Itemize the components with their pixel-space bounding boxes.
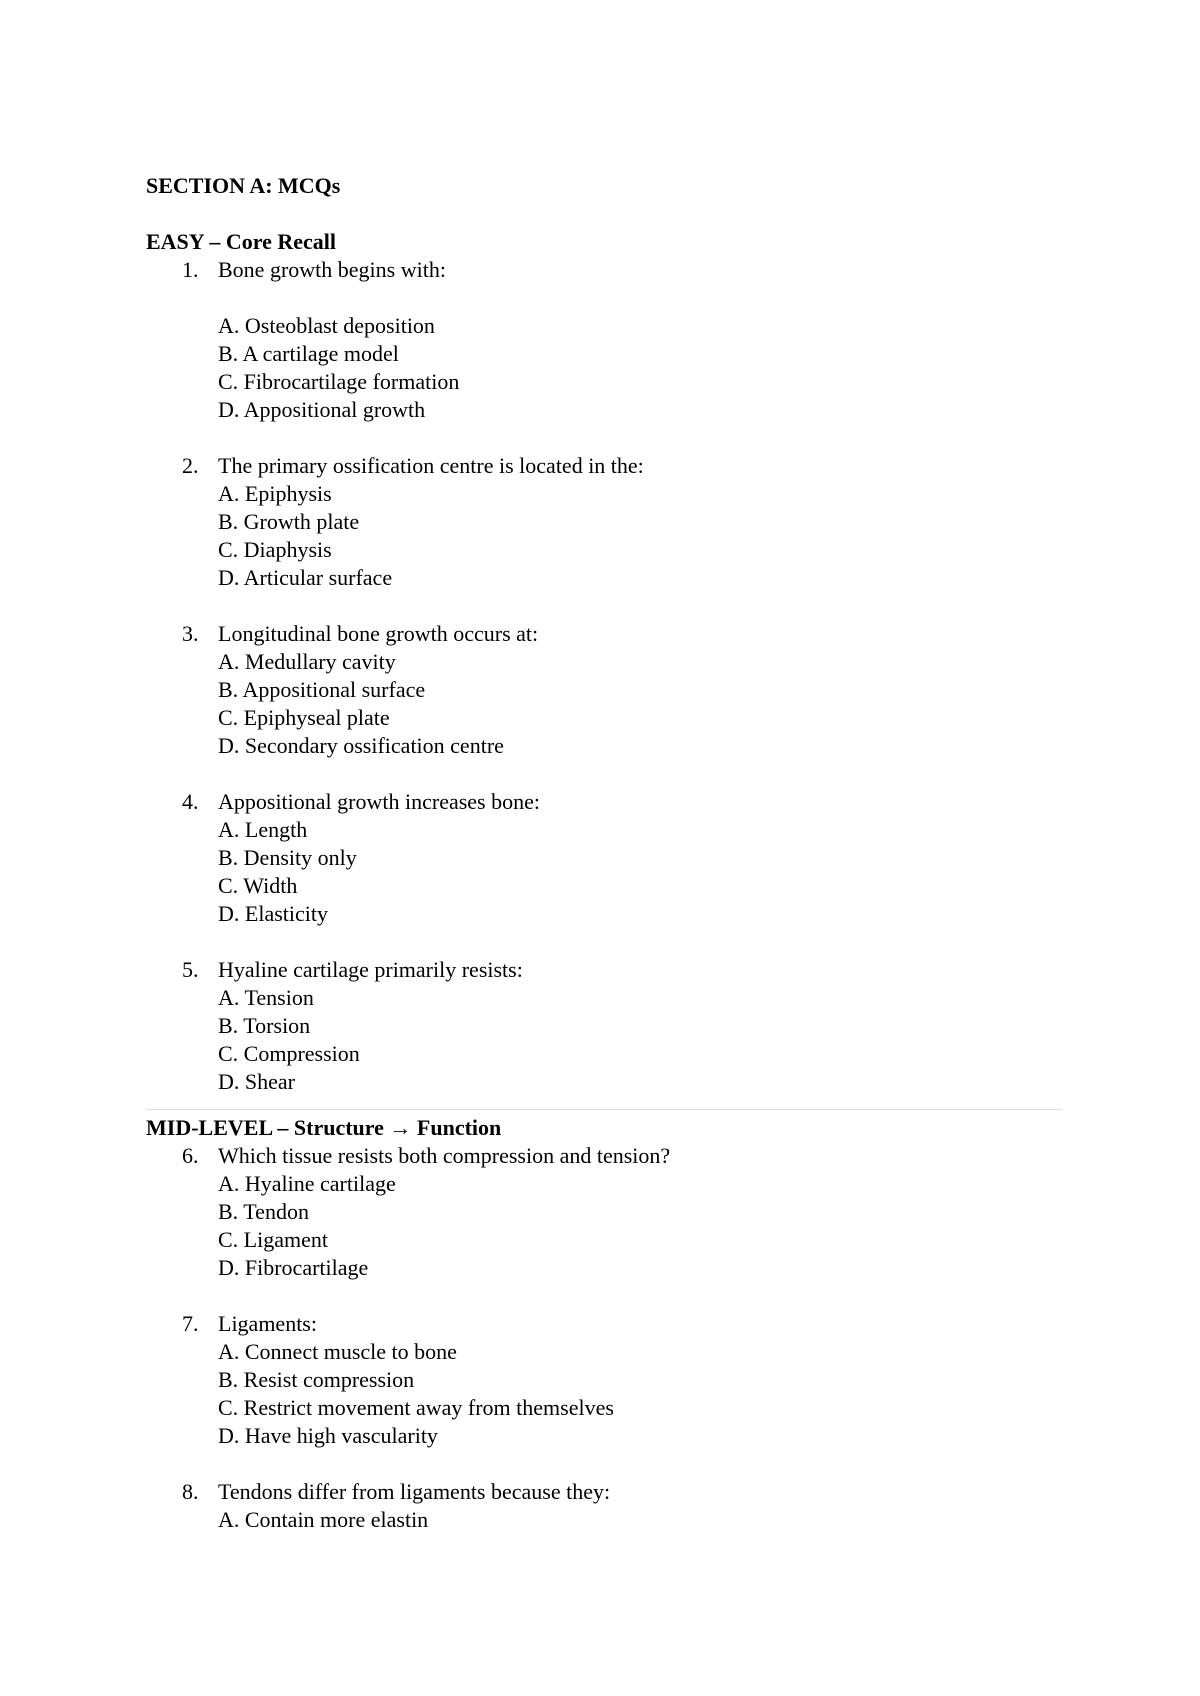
question-number: 5. — [182, 957, 199, 982]
question-number: 2. — [182, 453, 199, 478]
option: B. Density only — [218, 845, 357, 870]
option: D. Shear — [218, 1069, 295, 1094]
document-page — [146, 172, 1062, 1534]
option: A. Length — [218, 817, 308, 842]
question-text: The primary ossification centre is located in the: — [218, 453, 644, 478]
option: C. Diaphysis — [218, 537, 332, 562]
option: A. Connect muscle to bone — [218, 1339, 457, 1364]
spacer — [146, 1282, 1062, 1310]
question-5 — [146, 956, 1062, 1096]
question-3 — [146, 620, 1062, 788]
spacer — [146, 760, 1062, 788]
spacer — [146, 928, 1062, 956]
question-number: 7. — [182, 1311, 199, 1336]
group-heading-easy: EASY – Core Recall — [146, 229, 337, 254]
option: B. Tendon — [218, 1199, 309, 1224]
question-number: 6. — [182, 1143, 199, 1168]
option: A. Medullary cavity — [218, 649, 396, 674]
section-title: SECTION A: MCQs — [146, 173, 341, 198]
question-text: Bone growth begins with: — [218, 257, 446, 282]
horizontal-divider — [146, 1109, 1062, 1110]
question-1 — [146, 256, 1062, 452]
option: B. Appositional surface — [218, 677, 426, 702]
option: A. Tension — [218, 985, 314, 1010]
option: A. Hyaline cartilage — [218, 1171, 396, 1196]
spacer — [146, 1450, 1062, 1478]
option: D. Appositional growth — [218, 397, 426, 422]
option: C. Compression — [218, 1041, 360, 1066]
question-text: Ligaments: — [218, 1311, 317, 1336]
question-number: 4. — [182, 789, 199, 814]
option: C. Fibrocartilage formation — [218, 369, 460, 394]
option: C. Ligament — [218, 1227, 328, 1252]
question-4 — [146, 788, 1062, 956]
option: C. Restrict movement away from themselves — [218, 1395, 614, 1420]
question-number: 1. — [182, 257, 199, 282]
question-text: Appositional growth increases bone: — [218, 789, 540, 814]
option: A. Contain more elastin — [218, 1507, 429, 1532]
spacer — [146, 200, 1062, 228]
question-8 — [146, 1478, 1062, 1534]
spacer — [146, 424, 1062, 452]
option: D. Articular surface — [218, 565, 393, 590]
option: C. Width — [218, 873, 298, 898]
question-2 — [146, 452, 1062, 620]
option: D. Fibrocartilage — [218, 1255, 369, 1280]
question-7 — [146, 1310, 1062, 1478]
spacer — [146, 284, 1062, 312]
option: A. Epiphysis — [218, 481, 332, 506]
spacer — [146, 592, 1062, 620]
option: B. Growth plate — [218, 509, 360, 534]
question-number: 3. — [182, 621, 199, 646]
group-heading-mid-level: MID-LEVEL – Structure → Function — [146, 1115, 502, 1140]
option: C. Epiphyseal plate — [218, 705, 390, 730]
option: B. A cartilage model — [218, 341, 399, 366]
question-6 — [146, 1142, 1062, 1310]
option: D. Secondary ossification centre — [218, 733, 504, 758]
question-text: Longitudinal bone growth occurs at: — [218, 621, 539, 646]
option: B. Resist compression — [218, 1367, 415, 1392]
question-text: Tendons differ from ligaments because they: — [218, 1479, 611, 1504]
question-text: Hyaline cartilage primarily resists: — [218, 957, 523, 982]
option: B. Torsion — [218, 1013, 311, 1038]
question-number: 8. — [182, 1479, 199, 1504]
option: D. Elasticity — [218, 901, 328, 926]
option: D. Have high vascularity — [218, 1423, 438, 1448]
option: A. Osteoblast deposition — [218, 313, 435, 338]
question-text: Which tissue resists both compression and tension? — [218, 1143, 671, 1168]
